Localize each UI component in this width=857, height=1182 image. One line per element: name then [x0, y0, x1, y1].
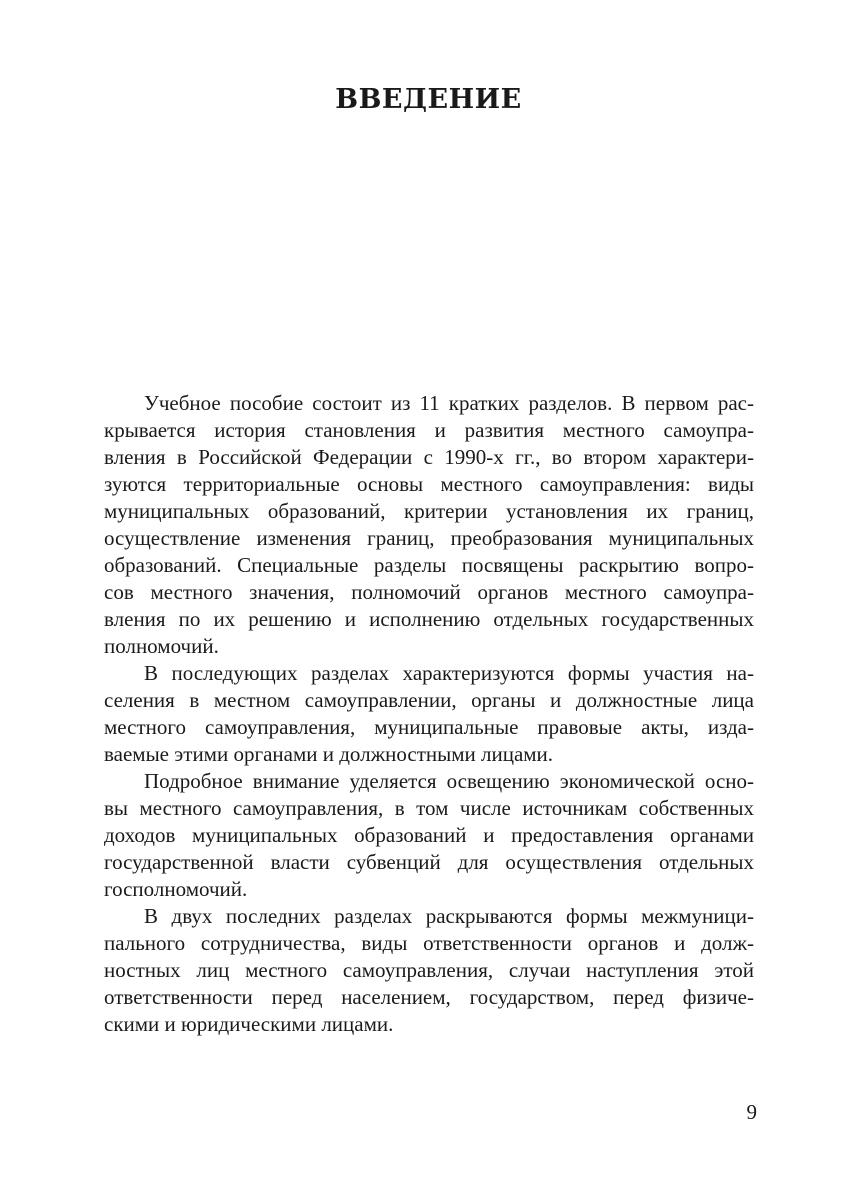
text-line: В двух последних разделах раскрываются формы межмуници-: [144, 904, 754, 928]
text-line: скими и юридическими лицами.: [104, 1012, 394, 1036]
text-line: Учебное пособие состоит из 11 кратких разделов. В первом рас-: [144, 391, 754, 415]
text-line: пального сотрудничества, виды ответственности органов и долж-: [104, 931, 754, 955]
text-line: вы местного самоуправления, в том числе источникам собственных: [104, 796, 754, 820]
text-line: ответственности перед населением, государством, перед физиче-: [104, 985, 754, 1009]
text-line: муниципальных образований, критерии установления их границ,: [104, 499, 754, 523]
body-text: [104, 390, 754, 1038]
text-line: ваемые этими органами и должностными лицами.: [104, 742, 554, 766]
text-line: государственной власти субвенций для осуществления отдельных: [104, 850, 754, 874]
text-line: сов местного значения, полномочий органов местного самоупра-: [104, 580, 754, 604]
text-line: Подробное внимание уделяется освещению экономической осно-: [144, 769, 754, 793]
text-line: В последующих разделах характеризуются формы участия на-: [144, 661, 754, 685]
text-line: образований. Специальные разделы посвящены раскрытию вопро-: [104, 553, 754, 577]
text-line: вления по их решению и исполнению отдельных государственных: [104, 607, 754, 631]
text-line: зуются территориальные основы местного самоуправления: виды: [104, 472, 754, 496]
text-line: вления в Российской Федерации с 1990-х гг., во втором характери-: [104, 445, 754, 469]
text-line: местного самоуправления, муниципальные правовые акты, изда-: [104, 715, 754, 739]
text-line: селения в местном самоуправлении, органы и должностные лица: [104, 688, 754, 712]
text-line: осуществление изменения границ, преобразования муниципальных: [104, 526, 754, 550]
text-line: ностных лиц местного самоуправления, случаи наступления этой: [104, 958, 754, 982]
text-line: крывается история становления и развития местного самоупра-: [104, 418, 754, 442]
text-line: полномочий.: [104, 634, 219, 658]
text-line: госполномочий.: [104, 877, 248, 901]
chapter-title: ВВЕДЕНИЕ: [335, 84, 522, 115]
text-line: доходов муниципальных образований и предоставления органами: [104, 823, 754, 847]
page-number: 9: [746, 1100, 757, 1124]
